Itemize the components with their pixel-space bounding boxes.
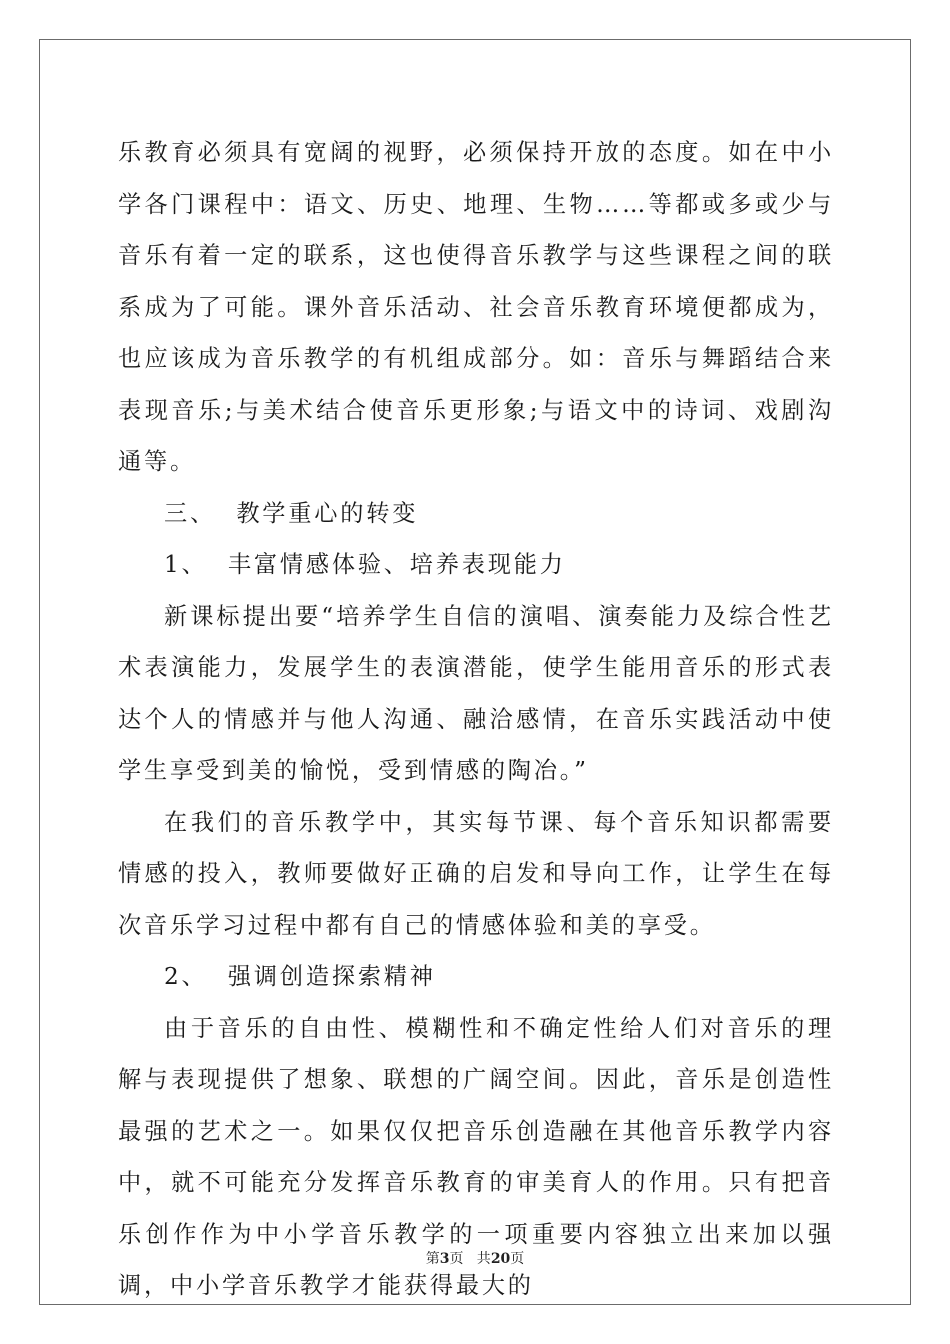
footer-suffix: 页 (510, 1251, 525, 1267)
document-body (118, 127, 834, 1312)
subsection-heading-2: 2、 强调创造探索精神 (164, 963, 436, 990)
subsection-heading-1: 1、 丰富情感体验、培养表现能力 (164, 551, 566, 578)
footer-mid: 页 共 (449, 1251, 491, 1267)
paragraph-continued: 乐教育必须具有宽阔的视野，必须保持开放的态度。如在中小学各门课程中：语文、历史、地理、生物……等都或多或少与音乐有着一定的联系，这也使得音乐教学与这些课程之间的联系成为了可能。课外音乐活动、社会音乐教育环境便都成为，也应该成为音乐教学的有机组成部分。如：音乐与舞蹈结合来表现音乐;与美术结合使音乐更形象;与语文中的诗词、戏剧沟通等。 (118, 139, 834, 475)
footer-prefix: 第 (425, 1251, 440, 1267)
section-heading-3: 三、 教学重心的转变 (164, 499, 419, 527)
page-footer (0, 1248, 950, 1268)
paragraph-curriculum-quote: 新课标提出要“培养学生自信的演唱、演奏能力及综合性艺术表演能力，发展学生的表演潜能，使学生能用音乐的形式表达个人的情感并与他人沟通、融洽感情，在音乐实践活动中使学生享受到美的愉悦，受到情感的陶冶。” (118, 602, 834, 784)
paragraph-creativity: 由于音乐的自由性、模糊性和不确定性给人们对音乐的理解与表现提供了想象、联想的广阔空间。因此，音乐是创造性最强的艺术之一。如果仅仅把音乐创造融在其他音乐教学内容中，就不可能充分发挥音乐教育的审美育人的作用。只有把音乐创作作为中小学音乐教学的一项重要内容独立出来加以强调，中小学音乐教学才能获得最大的 (118, 1014, 834, 1299)
paragraph-emotional-input: 在我们的音乐教学中，其实每节课、每个音乐知识都需要情感的投入，教师要做好正确的启发和导向工作，让学生在每次音乐学习过程中都有自己的情感体验和美的享受。 (118, 808, 834, 939)
footer-total-pages: 20 (490, 1251, 511, 1267)
footer-current-page: 3 (439, 1251, 450, 1267)
